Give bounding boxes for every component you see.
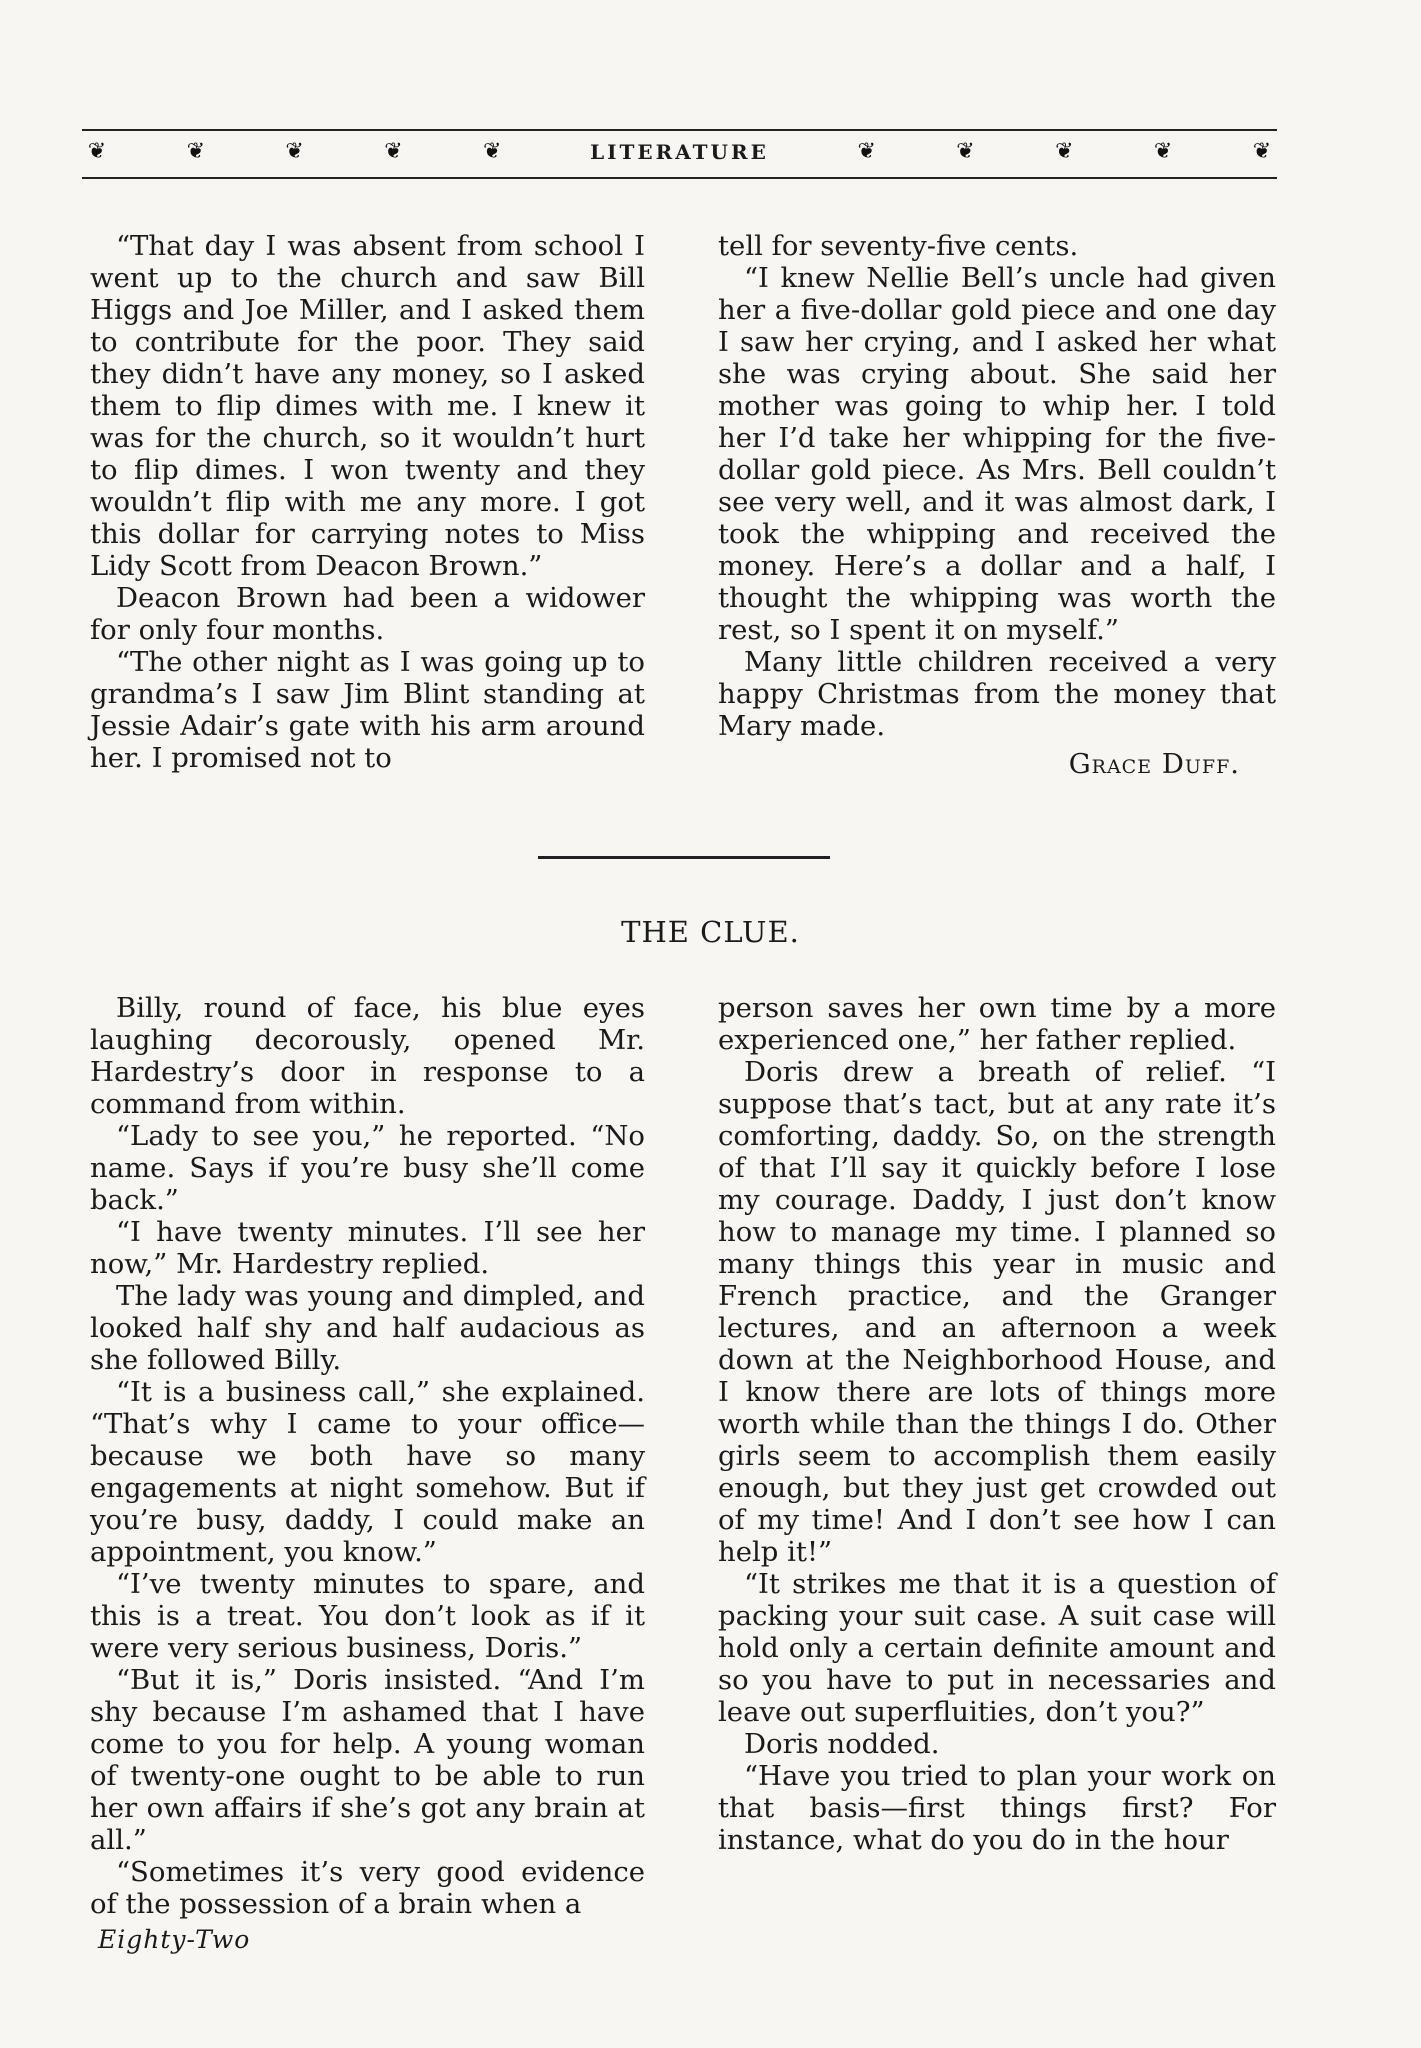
paragraph: “I knew Nellie Bell’s uncle had given her a five-dollar gold piece and one day I saw her crying, and I asked her what she was crying about. She said her mother was going to whip her. I told her I’d take her whipping for the five-dollar gold piece. As Mrs. Bell couldn’t see very well, and it was almost dark, I took the whipping and received the money. Here’s a dollar and a half, I thought the whipping was worth the rest, so I spent it on myself.” (718, 262, 1276, 646)
paragraph: The lady was young and dimpled, and looked half shy and half audacious as she followed Billy. (90, 1280, 645, 1376)
paragraph: Many little children received a very happy Christmas from the money that Mary made. (718, 646, 1276, 742)
paragraph: “That day I was absent from school I went up to the church and saw Bill Higgs and Joe Miller, and I asked them to contribute for the poor. They said they didn’t have any money, so I asked them to flip dimes with me. I knew it was for the church, so it wouldn’t hurt to flip dimes. I won twenty and they wouldn’t flip with me any more. I got this dollar for carrying notes to Miss Lidy Scott from Deacon Brown.” (90, 230, 645, 582)
paragraph-continuation: tell for seventy-five cents. (718, 230, 1079, 262)
leaf-ornament-icon: ❦ (186, 139, 206, 164)
story1-right-column (718, 230, 1276, 780)
author-signature: Grace Duff. (1068, 748, 1240, 780)
paragraph-continuation: person saves her own time by a more experienced one,” her father replied. (718, 992, 1276, 1056)
leaf-ornament-icon: ❦ (1153, 139, 1173, 164)
story2-right-column (718, 992, 1276, 1856)
paragraph: Deacon Brown had been a widower for only four months. (90, 582, 645, 646)
leaf-ornament-icon: ❦ (87, 139, 107, 164)
header-top-rule (82, 129, 1277, 131)
paragraph: “I’ve twenty minutes to spare, and this is a treat. You don’t look as if it were very serious business, Doris.” (90, 1568, 645, 1664)
paragraph: “I have twenty minutes. I’ll see her now,” Mr. Hardestry replied. (90, 1216, 645, 1280)
leaf-ornament-icon: ❦ (956, 139, 975, 164)
header-bottom-rule (82, 177, 1277, 179)
paragraph: “But it is,” Doris insisted. “And I’m shy because I’m ashamed that I have come to you for help. A young woman of twenty-one ought to be able to run her own affairs if she’s got any brain at all.” (90, 1664, 645, 1856)
leaf-ornament-icon: ❦ (1055, 139, 1074, 164)
leaf-ornament-icon: ❦ (1252, 139, 1272, 164)
paragraph: “It is a business call,” she explained. “That’s why I came to your office—because we both have so many engagements at night somehow. But if you’re busy, daddy, I could make an appointment, you know.” (90, 1376, 645, 1568)
paragraph: “Have you tried to plan your work on that basis—first things first? For instance, what do you do in the hour (718, 1760, 1276, 1856)
leaf-ornament-icon: ❦ (857, 139, 876, 164)
story-title: THE CLUE. (621, 915, 800, 949)
story-divider (538, 856, 830, 859)
header-ornament-row (82, 139, 1277, 165)
leaf-ornament-icon: ❦ (384, 139, 403, 164)
paragraph: “The other night as I was going up to grandma’s I saw Jim Blint standing at Jessie Adair’s gate with his arm around her. I promised not to (90, 646, 645, 774)
page-number: Eighty-Two (98, 1925, 251, 1954)
paragraph: Doris nodded. (744, 1728, 940, 1760)
paragraph: “It strikes me that it is a question of packing your suit case. A suit case will hold only a certain definite amount and so you have to put in necessaries and leave out superfluities, don’t you?” (718, 1568, 1276, 1728)
section-title: LITERATURE (590, 140, 769, 164)
paragraph: Billy, round of face, his blue eyes laughing decorously, opened Mr. Hardestry’s door in response to a command from within. (90, 992, 645, 1120)
paragraph: “Sometimes it’s very good evidence of the possession of a brain when a (90, 1856, 645, 1920)
story2-left-column (90, 992, 645, 1920)
paragraph: Doris drew a breath of relief. “I suppose that’s tact, but at any rate it’s comforting, daddy. So, on the strength of that I’ll say it quickly before I lose my courage. Daddy, I just don’t know how to manage my time. I planned so many things this year in music and French practice, and the Granger lectures, and an afternoon a week down at the Neighborhood House, and I know there are lots of things more worth while than the things I do. Other girls seem to accomplish them easily enough, but they just get crowded out of my time! And I don’t see how I can help it!” (718, 1056, 1276, 1568)
paragraph: “Lady to see you,” he reported. “No name. Says if you’re busy she’ll come back.” (90, 1120, 645, 1216)
story1-left-column (90, 230, 645, 774)
leaf-ornament-icon: ❦ (285, 139, 304, 164)
leaf-ornament-icon: ❦ (483, 139, 502, 164)
running-header (82, 125, 1277, 180)
